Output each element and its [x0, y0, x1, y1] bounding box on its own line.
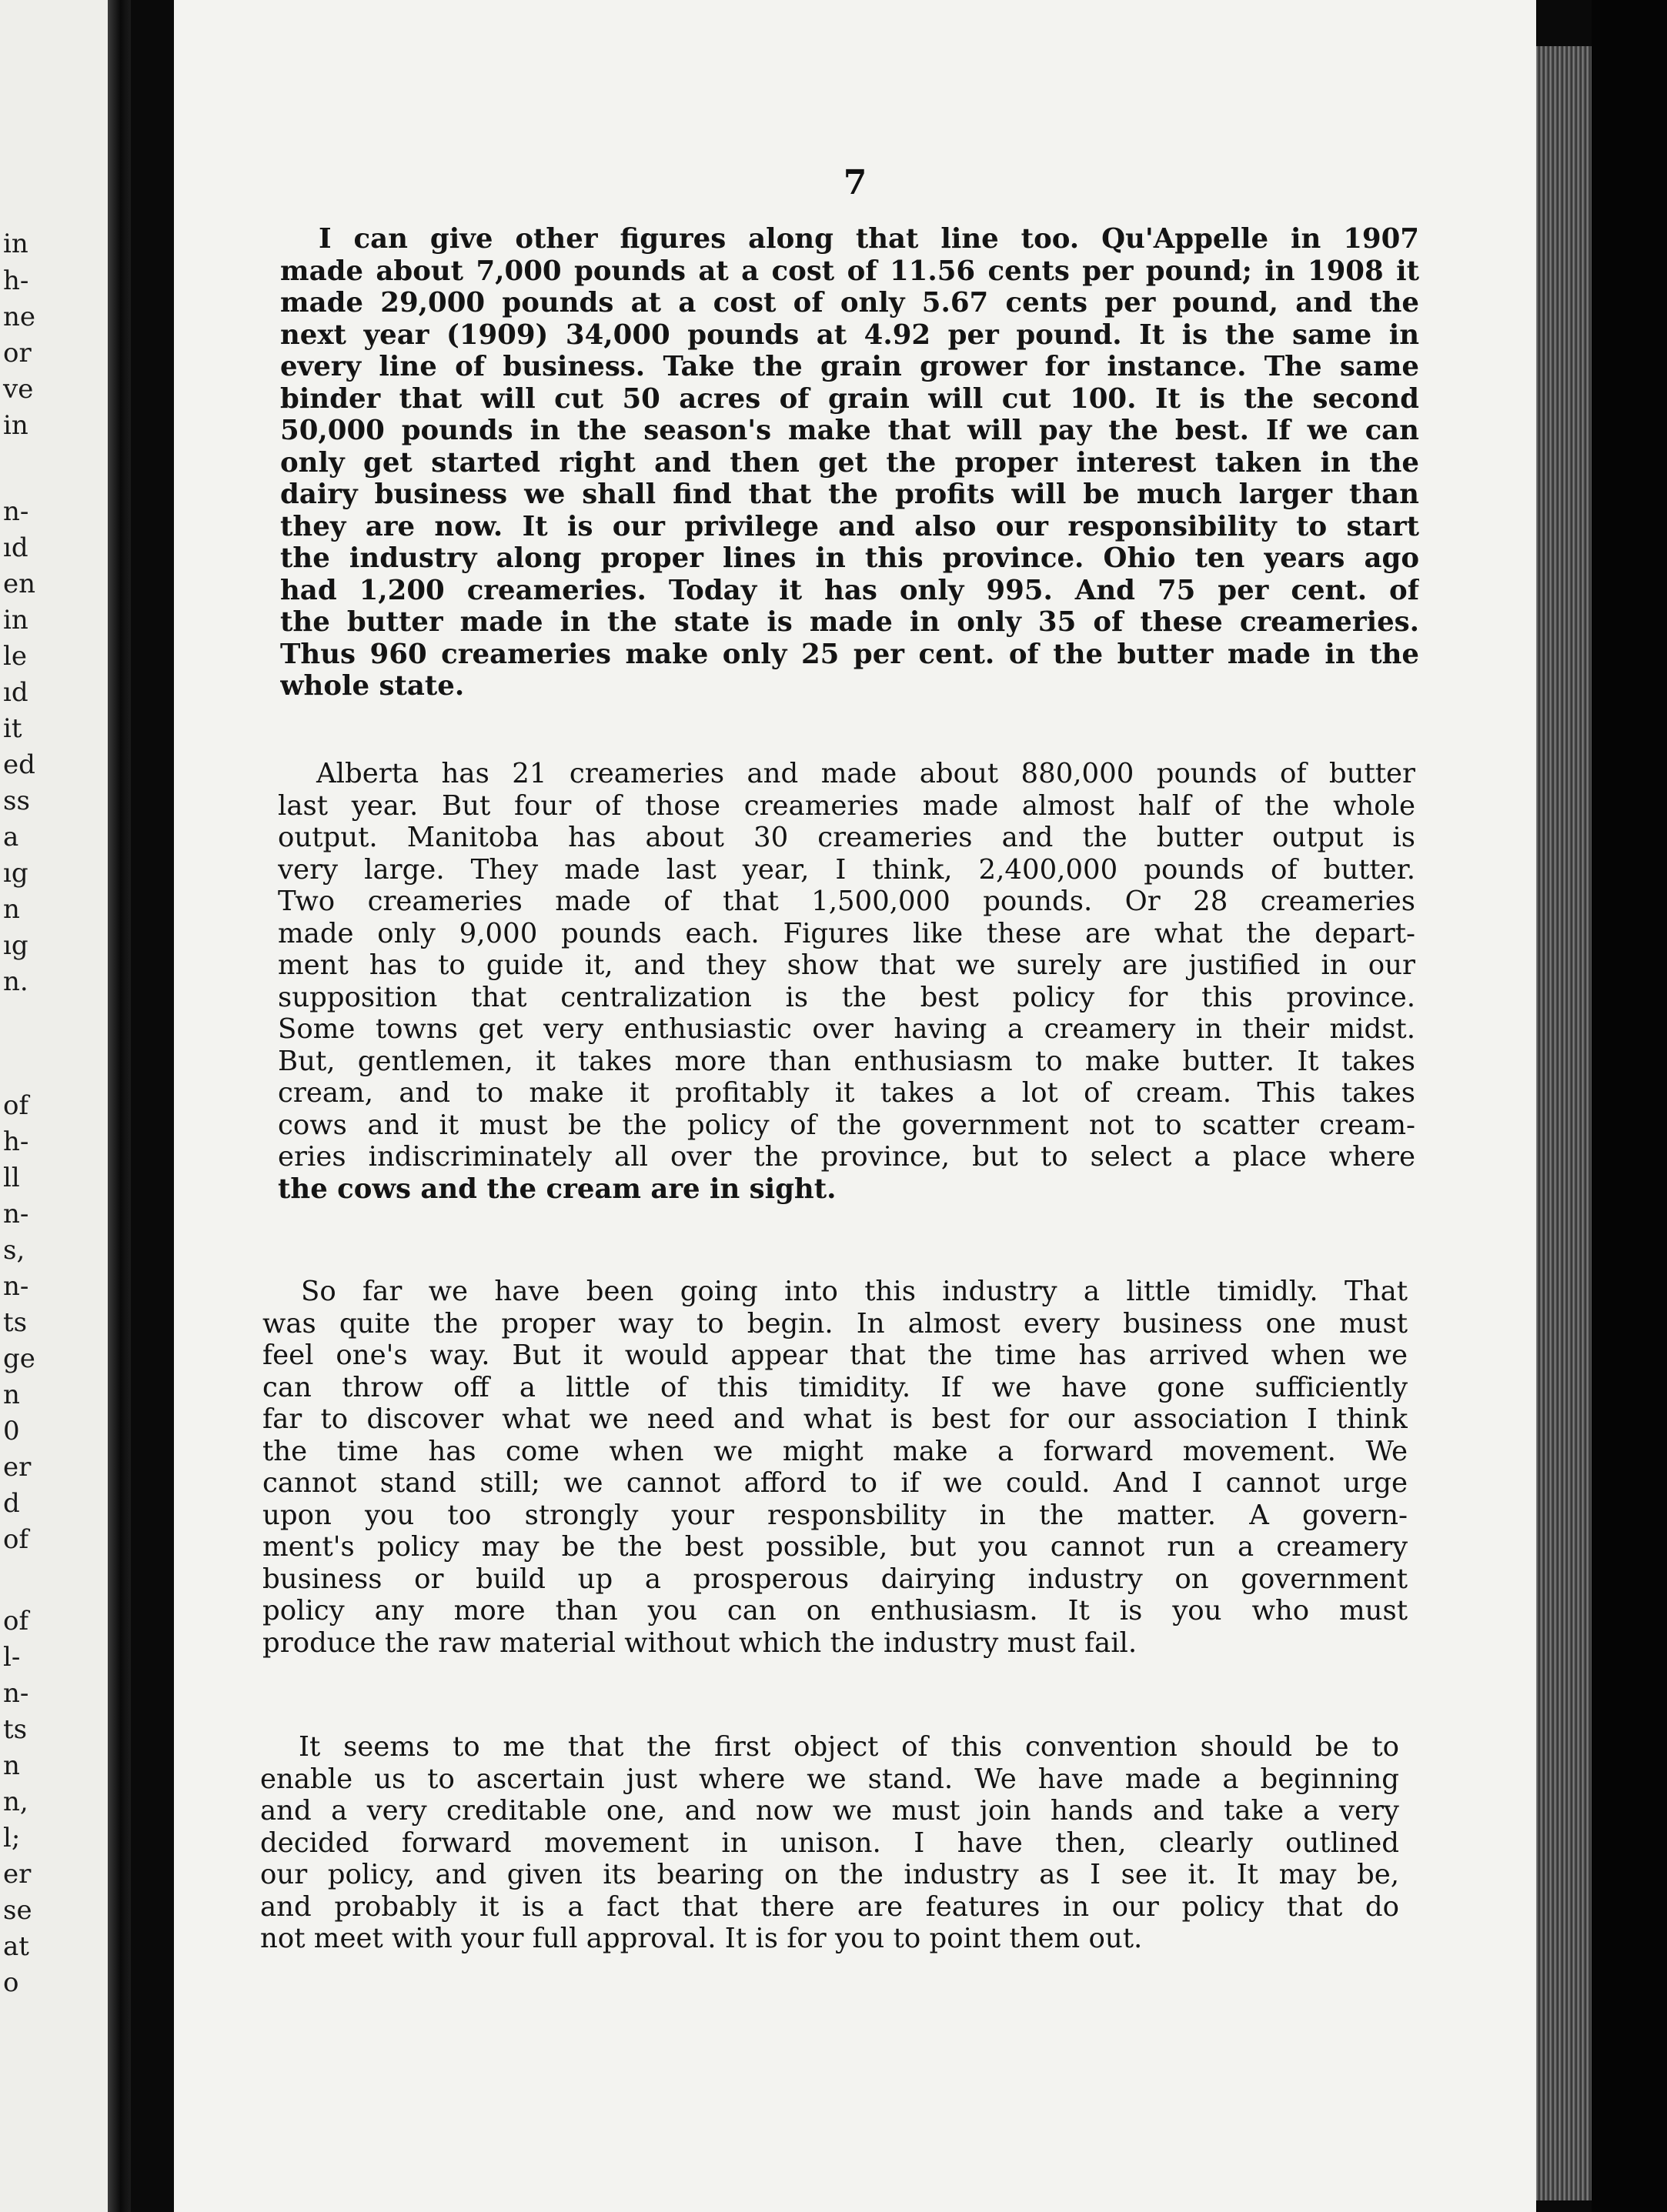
left-page-fragment: er: [3, 1452, 32, 1483]
left-page-fragment: en: [3, 569, 36, 599]
text-line: made only 9,000 pounds each. Figures like these are what the depart-: [278, 917, 1415, 949]
left-page-fragment: h-: [3, 265, 29, 296]
text-line: enable us to ascertain just where we stand. We have made a beginning: [260, 1763, 1399, 1795]
text-line: dairy business we shall find that the profits will be much larger than: [280, 479, 1419, 510]
left-facing-page: [0, 0, 114, 2212]
text-line: eries indiscriminately all over the province, but to select a place where: [278, 1141, 1415, 1173]
left-page-fragment: n.: [3, 966, 28, 997]
left-page-fragment: a: [3, 822, 19, 852]
left-page-fragment: n: [3, 894, 20, 925]
text-line: next year (1909) 34,000 pounds at 4.92 per pound. It is the same in: [280, 319, 1419, 351]
left-page-fragment: it: [3, 713, 22, 744]
left-page-fragment: ge: [3, 1343, 35, 1374]
left-page-fragment: of: [3, 1090, 29, 1121]
left-page-fragment: ll: [3, 1163, 20, 1193]
text-line: our policy, and given its bearing on the industry as I see it. It may be,: [260, 1859, 1399, 1890]
page-number: 7: [843, 163, 867, 202]
text-line: 50,000 pounds in the season's make that will pay the best. If we can: [280, 415, 1419, 446]
left-page-fragment: ts: [3, 1714, 28, 1745]
text-line: produce the raw material without which the industry must fail.: [262, 1626, 1138, 1659]
left-page-fragment: ıg: [3, 930, 28, 961]
text-line: the butter made in the state is made in only 35 of these creameries.: [280, 606, 1419, 638]
left-page-fragment: at: [3, 1931, 29, 1962]
text-line: only get started right and then get the proper interest taken in the: [280, 446, 1419, 479]
left-page-fragment: of: [3, 1606, 29, 1636]
text-line: they are now. It is our privilege and also our responsibility to start: [280, 510, 1419, 542]
scan-background: [1592, 0, 1667, 2212]
left-page-fragment: ed: [3, 749, 35, 780]
text-line: every line of business. Take the grain grower for instance. The same: [280, 351, 1419, 382]
text-line: decided forward movement in unison. I have then, clearly outlined: [260, 1827, 1399, 1859]
left-page-fragment: le: [3, 641, 27, 672]
left-page-fragment: l-: [3, 1642, 21, 1673]
paragraph-1: [280, 223, 1419, 702]
text-line: can throw off a little of this timidity. If we have gone sufficiently: [262, 1371, 1408, 1403]
left-page-fragment: in: [3, 410, 28, 441]
left-page-fragment: n,: [3, 1787, 28, 1817]
text-line: I can give other figures along that line too. Qu'Appelle in 1907: [319, 223, 1419, 255]
left-page-fragment: n: [3, 1750, 20, 1781]
scanned-page: [174, 0, 1536, 2212]
left-page-fragment: n: [3, 1380, 20, 1410]
left-page-fragment: d: [3, 1488, 20, 1519]
text-line: policy any more than you can on enthusiasm. It is you who must: [262, 1595, 1408, 1626]
left-page-fragment: in: [3, 605, 28, 636]
text-line: supposition that centralization is the best policy for this province.: [278, 981, 1415, 1013]
text-line: ment has to guide it, and they show that we surely are justified in our: [278, 949, 1415, 981]
left-page-fragment: n-: [3, 496, 29, 527]
left-page-fragment: n-: [3, 1271, 29, 1302]
page-edges: [1536, 46, 1592, 2200]
text-line: feel one's way. But it would appear that the time has arrived when we: [262, 1340, 1408, 1371]
text-line: the cows and the cream are in sight.: [278, 1173, 837, 1205]
left-page-fragment: ıg: [3, 858, 28, 889]
left-page-fragment: ıd: [3, 532, 28, 563]
left-page-fragment: of: [3, 1524, 29, 1555]
paragraph-2: [278, 758, 1415, 1205]
text-line: ment's policy may be the best possible, but you cannot run a creamery: [262, 1531, 1408, 1563]
text-line: output. Manitoba has about 30 creameries and the butter output is: [278, 822, 1415, 853]
text-line: Two creameries made of that 1,500,000 pounds. Or 28 creameries: [278, 886, 1415, 917]
left-page-fragment: s,: [3, 1235, 25, 1266]
text-line: cannot stand still; we cannot afford to if we could. And I cannot urge: [262, 1467, 1408, 1499]
paragraph-4: [260, 1731, 1399, 1955]
text-line: made about 7,000 pounds at a cost of 11.56 cents per pound; in 1908 it: [280, 255, 1419, 287]
left-page-fragment: l;: [3, 1823, 21, 1853]
left-page-fragment: or: [3, 338, 32, 369]
book-spine: [108, 0, 131, 2212]
left-page-fragment: in: [3, 229, 28, 259]
text-line: Alberta has 21 creameries and made about 880,000 pounds of butter: [316, 758, 1415, 789]
text-line: very large. They made last year, I think, 2,400,000 pounds of butter.: [278, 853, 1415, 886]
left-page-fragment: h-: [3, 1126, 29, 1157]
text-line: and a very creditable one, and now we must join hands and take a very: [260, 1795, 1399, 1827]
text-line: whole state.: [280, 670, 465, 702]
text-line: last year. But four of those creameries made almost half of the whole: [278, 789, 1415, 822]
left-page-fragment: er: [3, 1859, 32, 1890]
text-line: So far we have been going into this industry a little timidly. That: [301, 1276, 1408, 1307]
text-line: the industry along proper lines in this province. Ohio ten years ago: [280, 542, 1419, 574]
text-line: far to discover what we need and what is best for our association I think: [262, 1403, 1408, 1435]
left-page-fragment: ve: [3, 374, 34, 405]
text-line: Thus 960 creameries make only 25 per cent. of the butter made in the: [280, 638, 1419, 670]
text-line: and probably it is a fact that there are features in our policy that do: [260, 1890, 1399, 1923]
paragraph-3: [262, 1276, 1408, 1659]
text-line: binder that will cut 50 acres of grain will cut 100. It is the second: [280, 382, 1419, 415]
left-page-fragment: n-: [3, 1199, 29, 1229]
left-page-fragment: ne: [3, 302, 36, 332]
left-page-fragment: se: [3, 1895, 32, 1926]
left-page-fragment: o: [3, 1967, 19, 1998]
left-page-fragment: ss: [3, 786, 30, 816]
text-line: was quite the proper way to begin. In almost every business one must: [262, 1307, 1408, 1340]
text-line: Some towns get very enthusiastic over having a creamery in their midst.: [278, 1013, 1415, 1045]
left-page-fragment: ts: [3, 1307, 28, 1338]
text-line: the time has come when we might make a forward movement. We: [262, 1435, 1408, 1467]
text-line: cows and it must be the policy of the government not to scatter cream-: [278, 1109, 1415, 1141]
text-line: upon you too strongly your responsbility in the matter. A govern-: [262, 1499, 1408, 1531]
text-line: It seems to me that the first object of this convention should be to: [299, 1731, 1399, 1763]
text-line: had 1,200 creameries. Today it has only 995. And 75 per cent. of: [280, 574, 1419, 606]
left-page-fragment: ıd: [3, 677, 28, 708]
text-line: cream, and to make it profitably it takes a lot of cream. This takes: [278, 1077, 1415, 1109]
text-line: made 29,000 pounds at a cost of only 5.67 cents per pound, and the: [280, 287, 1419, 319]
left-page-fragment: n-: [3, 1678, 29, 1709]
text-line: not meet with your full approval. It is for you to point them out.: [260, 1923, 1143, 1954]
text-line: But, gentlemen, it takes more than enthusiasm to make butter. It takes: [278, 1045, 1415, 1077]
left-page-fragment: 0: [3, 1416, 20, 1446]
text-line: business or build up a prosperous dairying industry on government: [262, 1563, 1408, 1595]
